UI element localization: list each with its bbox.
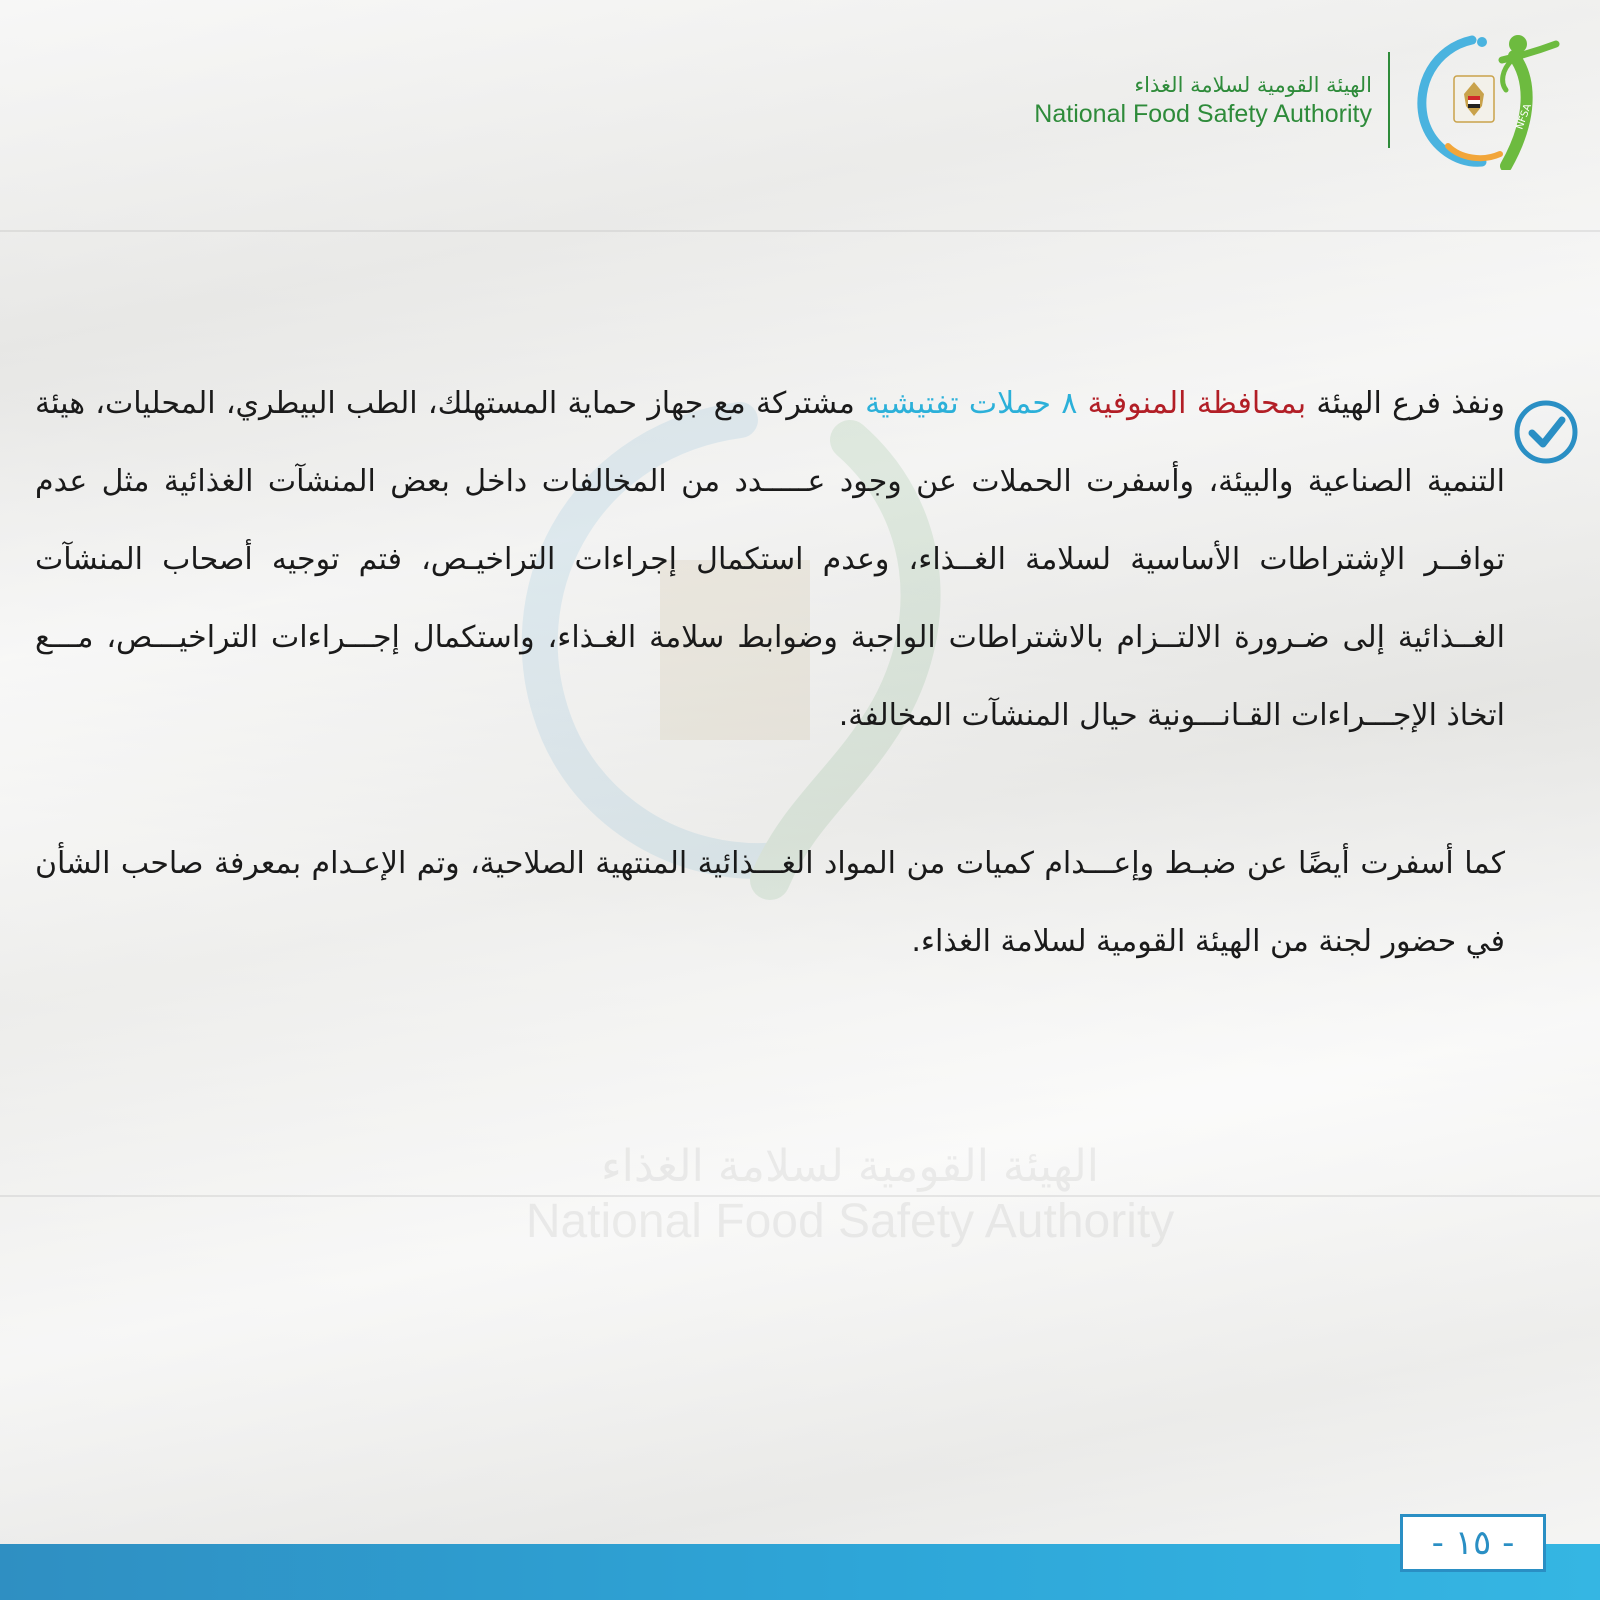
para1-body: مشتركة مع جهاز حماية المستهلك، الطب البيطري، المحليات، هيئة التنمية الصناعية والبيئة، وأسفرت الحملات عن وجود عـــــدد من المخالفات داخل بعض المنشآت الغذائية مثل عدم توافــر الإشتراطات الأساسية لسلامة الغــذاء، وعدم استكمال إجراءات التراخيـص، فتم توجيه أصحاب المنشآت الغــذائية إلى ضـرورة الالتــزام بالاشتراطات الواجبة وضوابط سلامة الغـذاء، واستكمال إجـــراءات التراخيـــص، مـــع اتخاذ الإجـــراءات القـانـــونية حيال المنشآت المخالفة. [35, 386, 1505, 733]
article-body [35, 365, 1505, 981]
page-number-box [1400, 1514, 1546, 1572]
watermark-arabic-name: الهيئة القومية لسلامة الغذاء [600, 1141, 1099, 1192]
logo-english-name: National Food Safety Authority [1034, 100, 1372, 128]
header-logo [1034, 30, 1560, 170]
para1-intro: ونفذ فرع الهيئة [1306, 386, 1506, 421]
nfsa-emblem-text: NFSA [1514, 102, 1534, 132]
paragraph-2: كما أسفرت أيضًا عن ضبـط وإعـــدام كميات من المواد الغـــذائية المنتهية الصلاحية، وتم الإعـدام بمعرفة صاحب الشأن في حضور لجنة من الهيئة القومية لسلامة الغذاء. [35, 846, 1505, 959]
logo-arabic-name: الهيئة القومية لسلامة الغذاء [1134, 73, 1372, 97]
watermark-text [470, 1140, 1230, 1250]
page-number: - ١٥ - [1431, 1523, 1515, 1563]
logo-divider [1388, 52, 1390, 148]
checkmark-circle-icon [1512, 398, 1580, 466]
highlight-campaigns: ٨ حملات تفتيشية [865, 386, 1078, 421]
watermark-english-name: National Food Safety Authority [525, 1195, 1175, 1248]
footer-bar [0, 1544, 1600, 1600]
highlight-governorate: بمحافظة المنوفية [1087, 386, 1307, 421]
paragraph-1 [35, 365, 1505, 755]
logo-text [1034, 71, 1372, 129]
nfsa-logo-icon [1410, 30, 1560, 170]
para1-space [1077, 386, 1087, 421]
paper-crease [0, 230, 1600, 232]
